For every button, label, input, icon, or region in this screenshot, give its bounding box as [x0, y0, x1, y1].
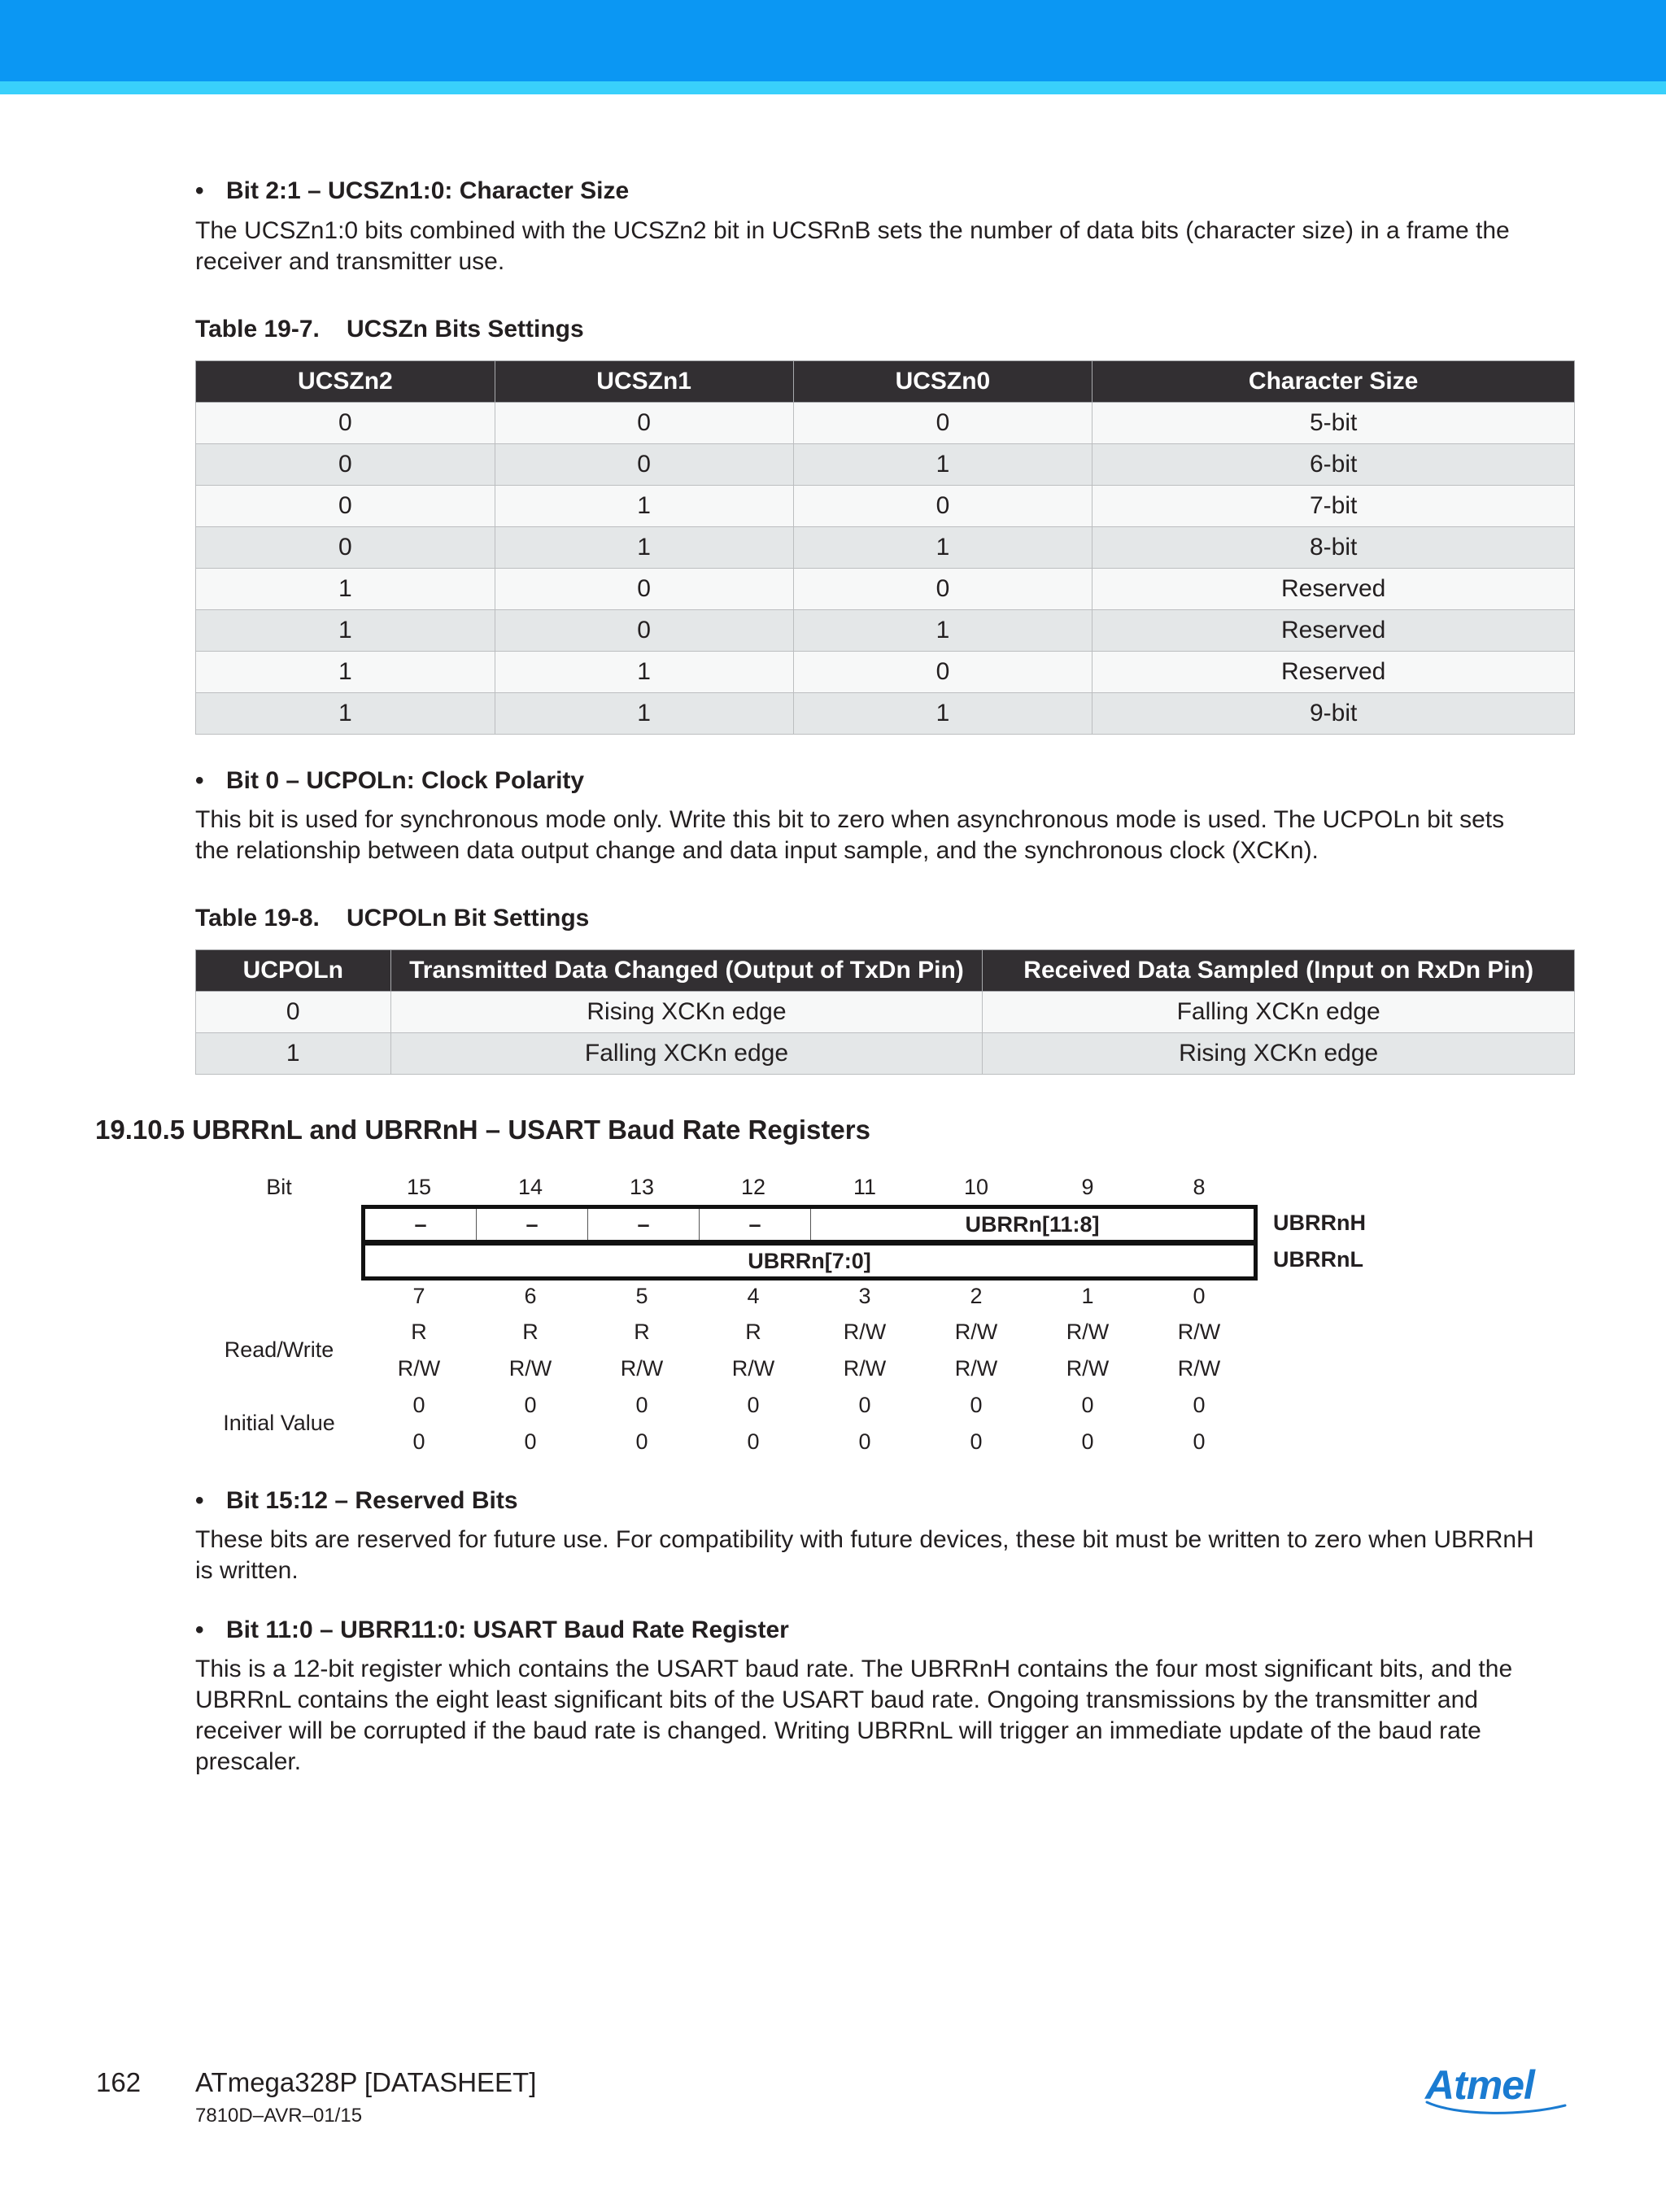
table-row	[196, 1033, 1575, 1075]
table-cell: 9-bit	[1092, 693, 1575, 735]
paragraph-line: is written.	[195, 1557, 299, 1584]
table-row	[196, 486, 1575, 527]
access-value: R/W	[843, 1356, 887, 1381]
access-value: R/W	[954, 1320, 998, 1344]
table-cell: Reserved	[1092, 569, 1575, 610]
header-stripe	[0, 81, 1666, 94]
table-cell: 0	[793, 403, 1092, 444]
ubrrnh-label: UBRRnH	[1273, 1211, 1366, 1235]
header-cell: UCSZn1	[495, 361, 793, 403]
bit-number: 9	[1081, 1175, 1094, 1199]
table-row	[196, 444, 1575, 486]
bit-number: 7	[412, 1284, 425, 1308]
table-cell: 1	[495, 527, 793, 569]
table-row	[196, 693, 1575, 735]
bit-label: Bit	[266, 1175, 292, 1199]
access-value: R/W	[1066, 1356, 1110, 1381]
table-cell: 1	[196, 569, 495, 610]
atmel-logo	[1422, 2065, 1570, 2118]
initial-value: 0	[1081, 1393, 1094, 1417]
bit-number: 0	[1193, 1284, 1206, 1308]
header-cell: UCPOLn	[196, 950, 391, 992]
table-title: UCPOLn Bit Settings	[347, 905, 590, 931]
table-cell: 0	[495, 569, 793, 610]
paragraph-line: receiver and transmitter use.	[195, 248, 505, 275]
ubrrnl-label: UBRRnL	[1273, 1247, 1363, 1272]
table-number: Table 19-8.	[195, 905, 320, 931]
bit-number: 5	[635, 1284, 648, 1308]
table-cell: Reserved	[1092, 652, 1575, 693]
ubrrn-7-0-field: UBRRn[7:0]	[748, 1248, 871, 1273]
bullet-heading-ubrr	[195, 1615, 789, 1646]
table-cell: Rising XCKn edge	[390, 992, 983, 1033]
initial-value: 0	[1193, 1429, 1206, 1454]
header-cell: UCSZn0	[793, 361, 1092, 403]
read-write-label: Read/Write	[224, 1337, 334, 1362]
bit-number: 2	[970, 1284, 983, 1308]
header-cell: UCSZn2	[196, 361, 495, 403]
heading-text: Bit 2:1 – UCSZn1:0: Character Size	[226, 177, 630, 204]
table-cell: 0	[793, 486, 1092, 527]
initial-value: 0	[970, 1429, 983, 1454]
table-cell: Reserved	[1092, 610, 1575, 652]
reserved-bit-cell: –	[700, 1209, 811, 1240]
initial-value: 0	[747, 1393, 760, 1417]
table-cell: 0	[196, 527, 495, 569]
access-value: R	[745, 1320, 761, 1344]
access-value: R/W	[620, 1356, 664, 1381]
initial-value: 0	[524, 1429, 537, 1454]
table-cell: 0	[793, 652, 1092, 693]
header-cell: Received Data Sampled (Input on RxDn Pin)	[983, 950, 1575, 992]
initial-value-label: Initial Value	[223, 1411, 335, 1435]
bit-number: 14	[517, 1175, 543, 1199]
ucpoln-bits-table	[195, 949, 1575, 1075]
initial-value: 0	[1081, 1429, 1094, 1454]
table-cell: 1	[196, 693, 495, 735]
table-cell: 5-bit	[1092, 403, 1575, 444]
table-number: Table 19-7.	[195, 316, 320, 342]
table-cell: Falling XCKn edge	[983, 992, 1575, 1033]
access-value: R/W	[731, 1356, 775, 1381]
ucszn-bits-table	[195, 360, 1575, 735]
table-cell: 0	[196, 486, 495, 527]
access-value: R/W	[954, 1356, 998, 1381]
table-cell: Rising XCKn edge	[983, 1033, 1575, 1075]
bullet-heading-ucpoln	[195, 766, 584, 796]
page-number: 162	[96, 2067, 142, 2097]
table-cell: 0	[495, 610, 793, 652]
table-row	[196, 610, 1575, 652]
table-cell: 1	[495, 652, 793, 693]
initial-value: 0	[412, 1429, 425, 1454]
header-cell: Character Size	[1092, 361, 1575, 403]
table-header-row	[196, 361, 1575, 403]
table-row	[196, 527, 1575, 569]
heading-text: Bit 0 – UCPOLn: Clock Polarity	[226, 767, 585, 794]
table-caption-19-8	[195, 903, 589, 934]
table-title: UCSZn Bits Settings	[347, 316, 584, 342]
bit-number: 4	[747, 1284, 760, 1308]
bit-number: 1	[1081, 1284, 1094, 1308]
bullet-heading-reserved	[195, 1486, 518, 1516]
ubrrnh-register-box	[361, 1205, 1258, 1244]
header-cell: Transmitted Data Changed (Output of TxDn Pin)	[390, 950, 983, 992]
ubrrn-11-8-field: UBRRn[11:8]	[965, 1211, 1100, 1237]
table-cell: 1	[196, 1033, 391, 1075]
initial-value: 0	[970, 1393, 983, 1417]
table-cell: 0	[793, 569, 1092, 610]
bullet-dot: •	[195, 177, 204, 204]
table-cell: 6-bit	[1092, 444, 1575, 486]
reserved-bit-cell: –	[477, 1209, 588, 1240]
logo-wordmark: Atmel	[1425, 2065, 1534, 2108]
reserved-bit-cell: –	[588, 1209, 700, 1240]
bit-number: 15	[406, 1175, 432, 1199]
document-title: ATmega328P [DATASHEET]	[195, 2067, 537, 2097]
access-value: R/W	[508, 1356, 552, 1381]
bullet-dot: •	[195, 1487, 204, 1514]
reserved-bit-cell: –	[365, 1209, 477, 1240]
bullet-dot: •	[195, 767, 204, 794]
table-cell: 0	[196, 403, 495, 444]
bit-number: 8	[1193, 1175, 1206, 1199]
table-cell: 0	[196, 444, 495, 486]
table-cell: 1	[793, 444, 1092, 486]
table-header-row	[196, 950, 1575, 992]
bit-number: 11	[853, 1175, 877, 1199]
ubrrnl-register-box	[361, 1241, 1258, 1281]
access-value: R/W	[1066, 1320, 1110, 1344]
heading-text: Bit 15:12 – Reserved Bits	[226, 1487, 518, 1514]
paragraph-ucszn	[195, 216, 1578, 277]
bit-number: 13	[629, 1175, 655, 1199]
initial-value: 0	[858, 1429, 871, 1454]
table-cell: 1	[495, 486, 793, 527]
access-value: R	[411, 1320, 427, 1344]
table-caption-19-7	[195, 314, 584, 345]
bit-number: 6	[524, 1284, 537, 1308]
table-row	[196, 992, 1575, 1033]
access-value: R	[634, 1320, 650, 1344]
table-cell: 7-bit	[1092, 486, 1575, 527]
paragraph-line: The UCSZn1:0 bits combined with the UCSZn2 bit in UCSRnB sets the number of data bits (character size) in a frame the	[195, 217, 1510, 244]
access-value: R/W	[1177, 1320, 1221, 1344]
initial-value: 0	[635, 1393, 648, 1417]
heading-text: Bit 11:0 – UBRR11:0: USART Baud Rate Register	[226, 1616, 789, 1643]
paragraph-ucpoln	[195, 805, 1578, 866]
table-row	[196, 403, 1575, 444]
table-cell: 1	[495, 693, 793, 735]
header-bar	[0, 0, 1666, 81]
paragraph-line: UBRRnL contains the eight least significant bits of the USART baud rate. Ongoing transmissions by the transmitter and	[195, 1686, 1478, 1713]
document-id: 7810D–AVR–01/15	[195, 2105, 363, 2127]
initial-value: 0	[412, 1393, 425, 1417]
table-cell: 0	[495, 403, 793, 444]
table-cell: 1	[196, 652, 495, 693]
table-cell: Falling XCKn edge	[390, 1033, 983, 1075]
bit-number: 10	[963, 1175, 989, 1199]
access-value: R	[522, 1320, 539, 1344]
table-row	[196, 652, 1575, 693]
access-value: R/W	[1177, 1356, 1221, 1381]
access-value: R/W	[843, 1320, 887, 1344]
bit-number: 3	[858, 1284, 871, 1308]
bullet-heading-ucszn	[195, 176, 629, 207]
paragraph-ubrr	[195, 1654, 1578, 1778]
paragraph-line: receiver will be corrupted if the baud rate is changed. Writing UBRRnL will trigger an immediate update of the baud rate	[195, 1717, 1481, 1744]
table-cell: 1	[793, 610, 1092, 652]
paragraph-line: prescaler.	[195, 1748, 302, 1775]
paragraph-line: This is a 12-bit register which contains the USART baud rate. The UBRRnH contains the four most significant bits, and the	[195, 1656, 1513, 1682]
table-cell: 1	[793, 527, 1092, 569]
table-cell: 8-bit	[1092, 527, 1575, 569]
section-heading-ubrr: 19.10.5 UBRRnL and UBRRnH – USART Baud Rate Registers	[95, 1115, 870, 1145]
bit-number: 12	[740, 1175, 766, 1199]
initial-value: 0	[747, 1429, 760, 1454]
bullet-dot: •	[195, 1616, 204, 1643]
table-row	[196, 569, 1575, 610]
paragraph-line: This bit is used for synchronous mode only. Write this bit to zero when asynchronous mode is used. The UCPOLn bit sets	[195, 806, 1505, 833]
table-cell: 0	[196, 992, 391, 1033]
table-cell: 0	[495, 444, 793, 486]
initial-value: 0	[858, 1393, 871, 1417]
table-cell: 1	[196, 610, 495, 652]
initial-value: 0	[524, 1393, 537, 1417]
table-cell: 1	[793, 693, 1092, 735]
access-value: R/W	[397, 1356, 441, 1381]
initial-value: 0	[1193, 1393, 1206, 1417]
paragraph-line: the relationship between data output change and data input sample, and the synchronous clock (XCKn).	[195, 837, 1319, 864]
paragraph-reserved	[195, 1525, 1578, 1586]
initial-value: 0	[635, 1429, 648, 1454]
paragraph-line: These bits are reserved for future use. For compatibility with future devices, these bit must be written to zero when UBRRnH	[195, 1526, 1534, 1553]
